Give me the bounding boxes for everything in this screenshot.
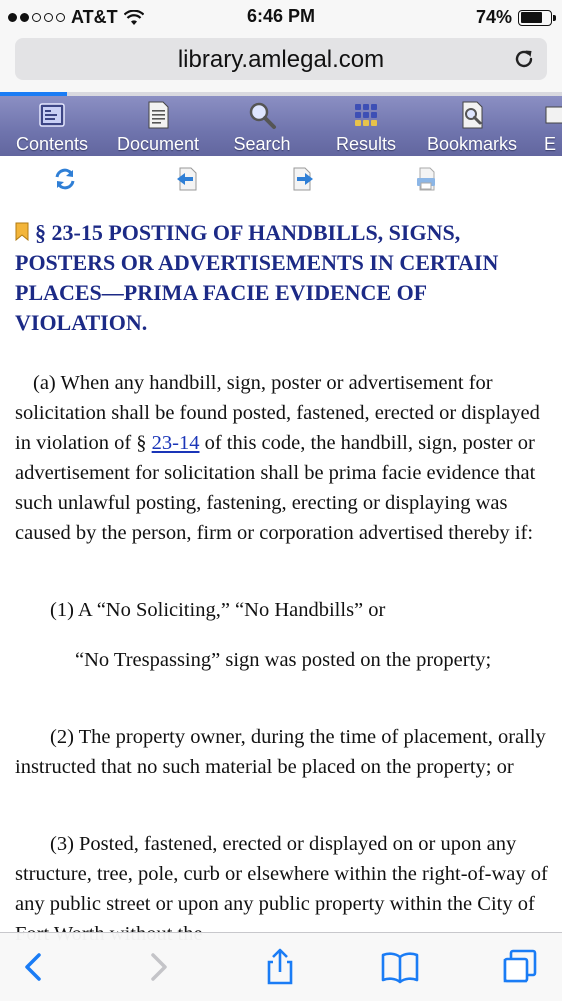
- browser-bottom-bar: [0, 932, 562, 1001]
- list-item-3: (3) Posted, fastened, erected or displayed on or upon any structure, tree, pole, curb or elsewhere within the right-of-way of any public street or upon any public property within the City of: [15, 833, 548, 915]
- url-text[interactable]: library.amlegal.com: [177, 46, 385, 73]
- back-icon[interactable]: [14, 947, 54, 987]
- browser-address-area: [0, 34, 562, 92]
- toolbar-label: Bookmarks: [426, 134, 518, 154]
- bookmark-ribbon-icon[interactable]: [15, 222, 29, 241]
- toolbar-label: Results: [335, 134, 397, 154]
- clock: 6:46 PM: [246, 6, 316, 26]
- toolbar-label: Contents: [15, 134, 89, 154]
- paragraph-a-text-end: of this code, the handbill, sign, poster or advertisement for solicitation shall be prima facie evidence that such unlawful posting, fastening, erecting or displaying was caused by the person, firm or corporation advertised thereby if:: [15, 432, 536, 544]
- battery-icon: [518, 10, 552, 26]
- tabs-icon[interactable]: [500, 947, 540, 987]
- previous-section-icon[interactable]: [174, 166, 200, 192]
- contents-icon: [36, 99, 68, 131]
- reload-icon[interactable]: [511, 46, 537, 72]
- carrier-name: AT&T: [71, 7, 118, 27]
- sync-toc-icon[interactable]: [52, 166, 78, 192]
- status-right: [476, 7, 552, 28]
- list-item-2: (2) The property owner, during the time of placement, orally instructed that no such material be placed on the property; or: [15, 726, 546, 778]
- toolbar-search-button[interactable]: [220, 96, 304, 156]
- battery-percent: 74%: [475, 7, 512, 27]
- toolbar-email-button[interactable]: [538, 96, 562, 156]
- document-body: [15, 218, 550, 915]
- list-item-1-continued: “No Trespassing” sign was posted on the property;: [75, 649, 492, 671]
- search-icon: [246, 99, 278, 131]
- toolbar-document-button[interactable]: [110, 96, 206, 156]
- toolbar-results-button[interactable]: [326, 96, 406, 156]
- paragraph-a-text-start: (a) When any handbill, sign, poster or advertisement for solicitation shall be found posted, fastened, erected or displayed in violation of §: [15, 372, 540, 454]
- forward-icon[interactable]: [138, 947, 178, 987]
- section-heading: [15, 218, 550, 338]
- paragraph-a: [15, 368, 550, 548]
- toolbar-label: Search: [233, 134, 291, 154]
- share-icon[interactable]: [260, 947, 300, 987]
- toolbar-label: Document: [116, 134, 200, 154]
- bookmarks-icon: [456, 99, 488, 131]
- app-toolbar: [0, 96, 562, 156]
- print-icon[interactable]: [413, 166, 439, 192]
- document-icon: [142, 99, 174, 131]
- next-section-icon[interactable]: [290, 166, 316, 192]
- section-heading-text: § 23-15 POSTING OF HANDBILLS, SIGNS, POSTERS OR ADVERTISEMENTS IN CERTAIN PLACES—PRIMA FACIE EVIDENCE OF VIOLATION.: [15, 220, 499, 335]
- bookmarks-book-icon[interactable]: [380, 947, 420, 987]
- results-icon: [350, 99, 382, 131]
- section-23-14-link[interactable]: 23-14: [151, 432, 200, 454]
- toolbar-bookmarks-button[interactable]: [420, 96, 524, 156]
- email-icon: [542, 99, 562, 131]
- status-bar: [0, 0, 562, 34]
- list-item-1: (1) A “No Soliciting,” “No Handbills” or: [50, 599, 386, 621]
- address-bar[interactable]: [15, 38, 547, 80]
- document-nav-row: [0, 160, 562, 204]
- toolbar-contents-button[interactable]: [6, 96, 98, 156]
- toolbar-label: E: [544, 134, 557, 154]
